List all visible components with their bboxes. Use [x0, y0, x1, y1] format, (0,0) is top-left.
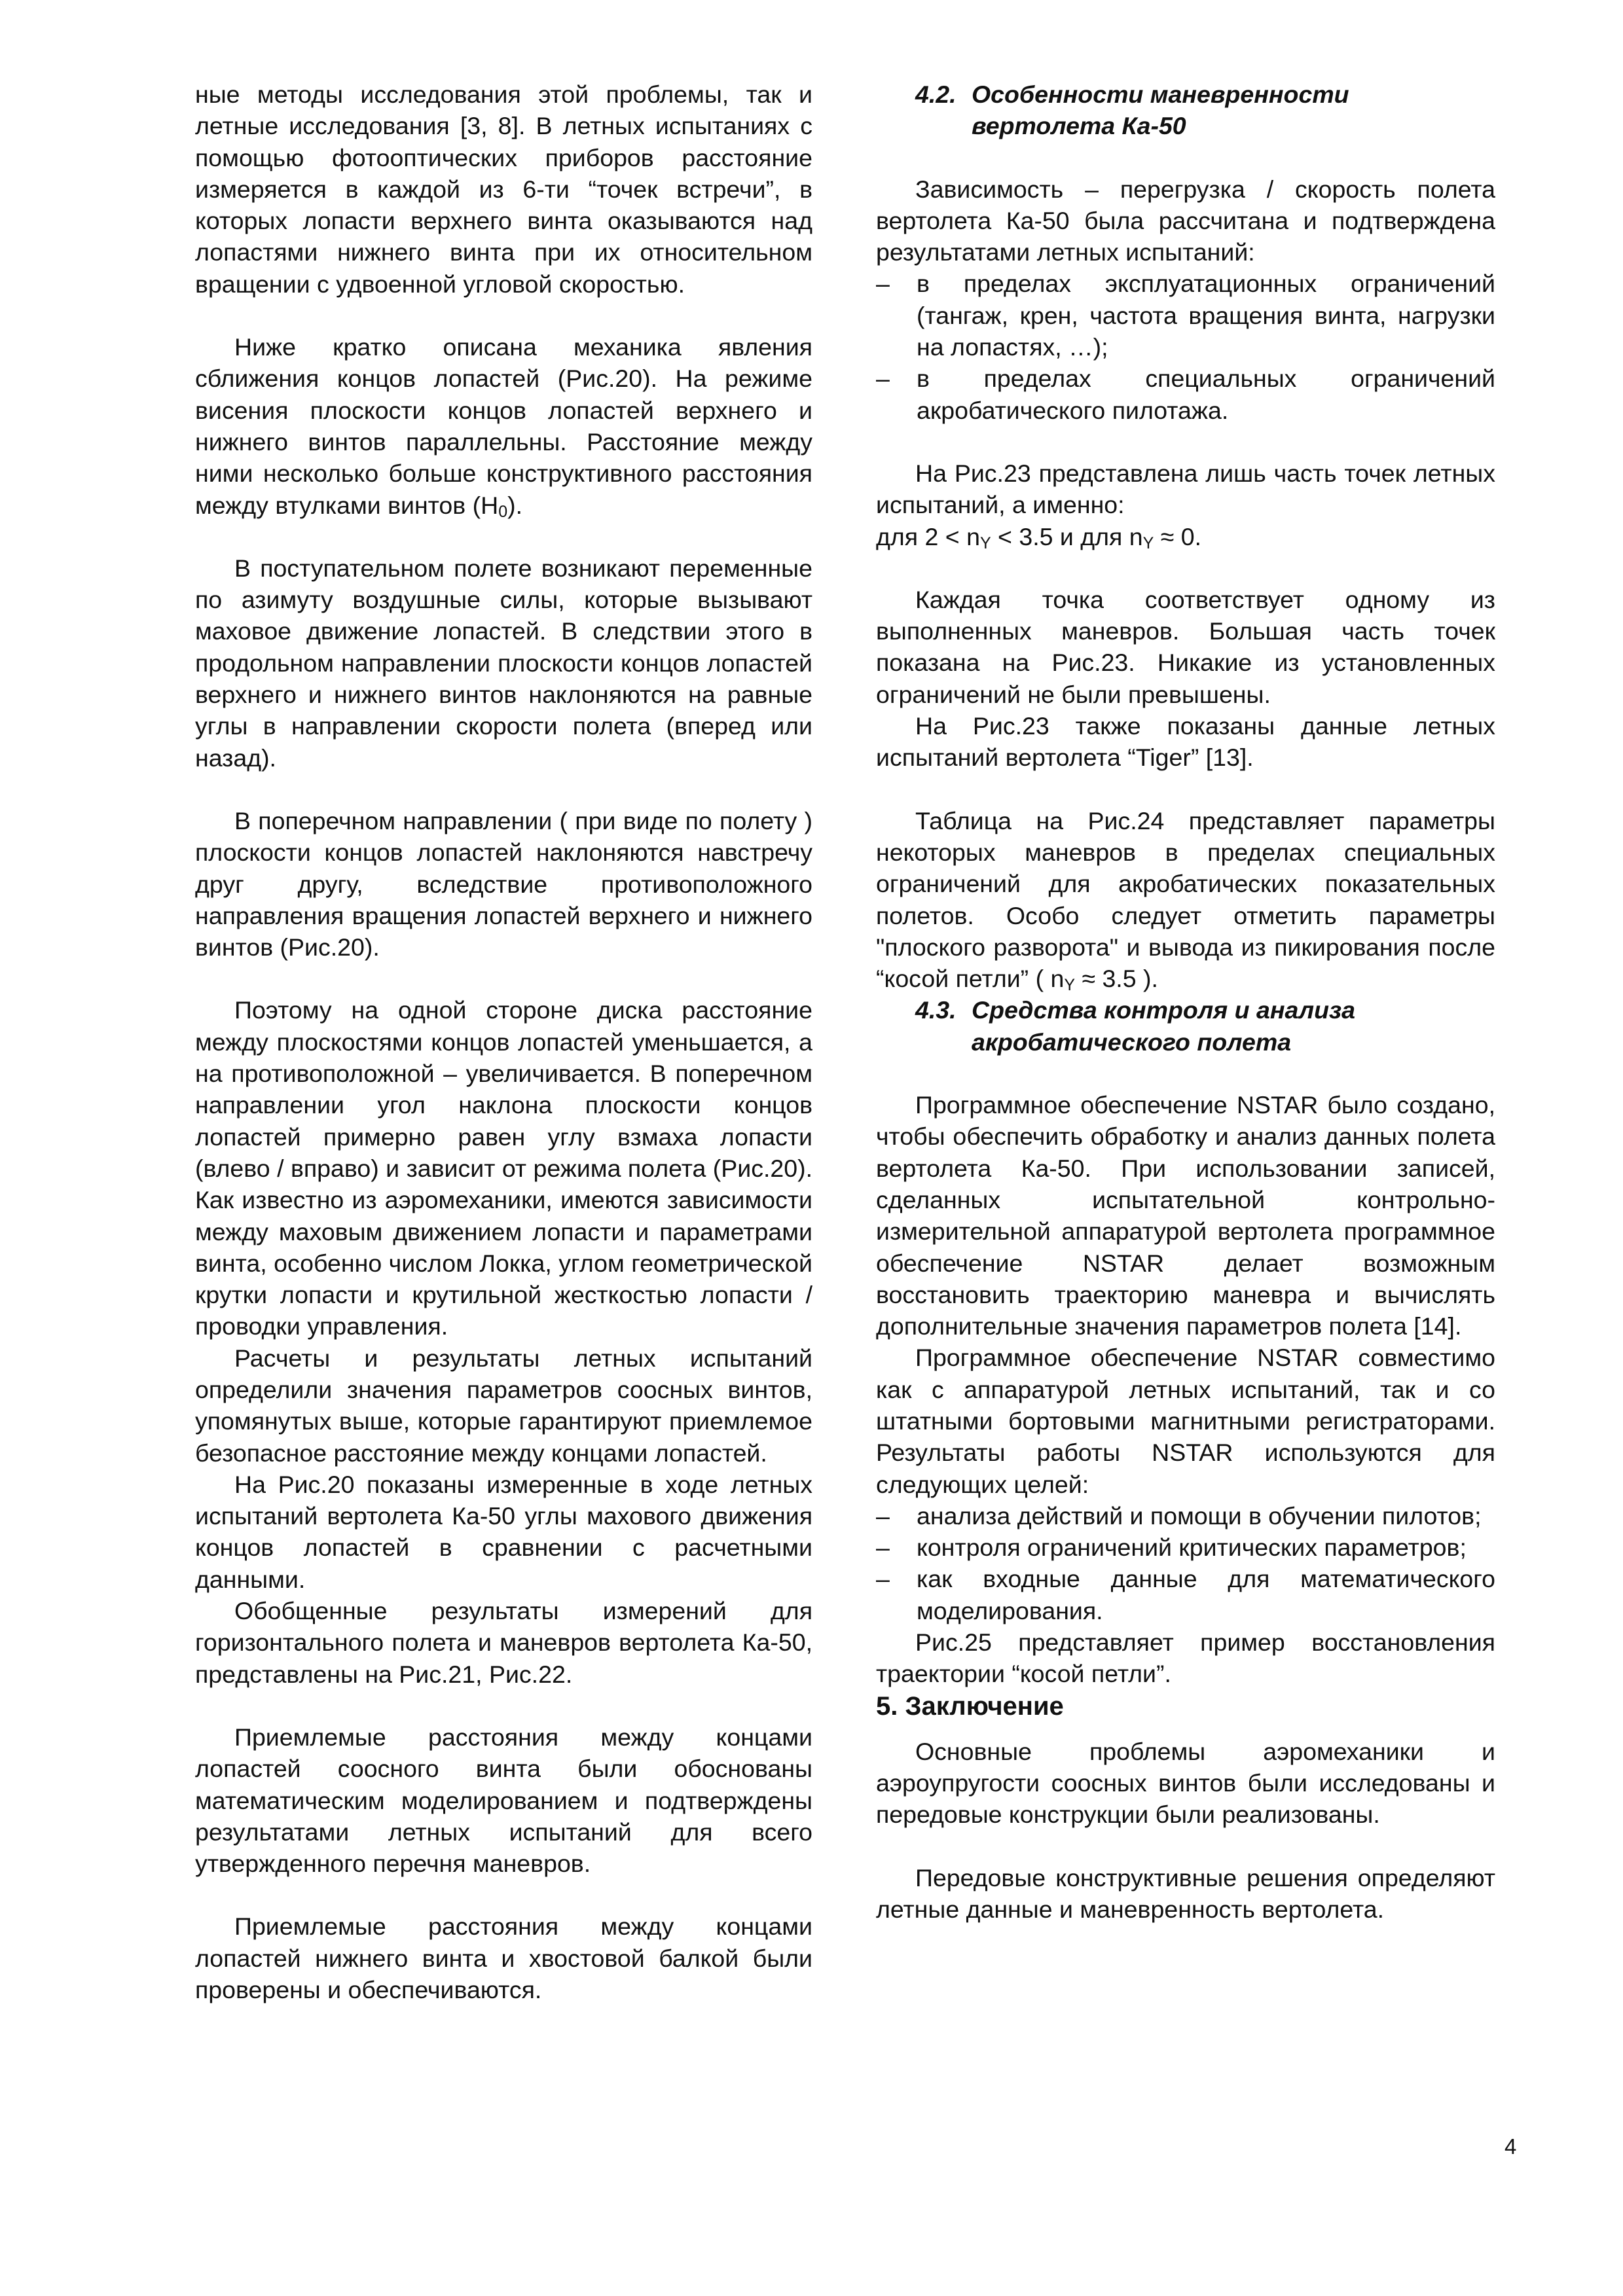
heading-line: вертолета Ка-50	[972, 112, 1186, 140]
paragraph	[195, 331, 812, 521]
heading-number: 4.2.	[915, 81, 957, 108]
heading-line: акробатического полета	[972, 1028, 1292, 1056]
subscript: 0	[498, 502, 508, 521]
formula-line	[876, 521, 1495, 552]
section-heading-4-2	[876, 79, 1495, 142]
list-item: – анализа действий и помощи в обучении пилотов;	[876, 1500, 1495, 1532]
right-column	[876, 79, 1495, 1925]
dash-list	[876, 268, 1495, 425]
paragraph: Программное обеспечение NSTAR совместимо как с аппаратурой летных испытаний, так и со штатными бортовыми магнитными регистраторами. Результаты работы NSTAR используются для следующих целей:	[876, 1344, 1495, 1498]
paragraph: Основные проблемы аэромеханики и аэроупругости соосных винтов были исследованы и передовые конструкции были реализованы.	[876, 1737, 1495, 1829]
text-run: для 2 < n	[876, 522, 980, 550]
paragraph: Зависимость – перегрузка / скорость полета вертолета Ка-50 была рассчитана и подтверждена результатами летных испытаний:	[876, 175, 1495, 266]
dash-list	[876, 1500, 1495, 1626]
text-run: ).	[507, 491, 523, 519]
page-number: 4	[1504, 2134, 1517, 2159]
left-column	[195, 79, 812, 2005]
paragraph: Расчеты и результаты летных испытаний определили значения параметров соосных винтов, упомянутых выше, которые гарантируют приемлемое безопасное расстояние между концами лопастей.	[195, 1344, 812, 1467]
list-item: – в пределах специальных ограничений акробатического пилотажа.	[876, 363, 1495, 426]
paragraph: На Рис.23 также показаны данные летных испытаний вертолета “Tiger” [13].	[876, 712, 1495, 772]
subscript: Y	[1064, 976, 1076, 995]
heading-line: Особенности маневренности	[972, 81, 1349, 108]
list-item: – в пределах эксплуатационных ограничений (тангаж, крен, частота вращения винта, нагрузки на лопастях, …);	[876, 268, 1495, 363]
paragraph: Обобщенные результаты измерений для горизонтального полета и маневров вертолета Ка-50, представлены на Рис.21, Рис.22.	[195, 1597, 812, 1688]
paragraph: Поэтому на одной стороне диска расстояние между плоскостями концов лопастей уменьшается, а на противоположной – увеличивается. В поперечном направлении угол наклона плоскости концов лопастей примерно равен углу взмаха лопасти (влево / вправо) и зависит от режима полета (Рис.20). Как известно из аэромеханики, имеются зависимости между маховым движением лопасти и параметрами винта, особенно числом Локка, углом геометрической крутки лопасти и крутильной жесткостью лопасти / проводки управления.	[195, 996, 812, 1340]
text-run: ≈ 0.	[1154, 522, 1202, 550]
paragraph: Рис.25 представляет пример восстановления траектории “косой петли”.	[876, 1628, 1495, 1688]
list-item: – контроля ограничений критических параметров;	[876, 1532, 1495, 1563]
text-run: < 3.5 и для n	[991, 522, 1143, 550]
paragraph: На Рис.20 показаны измеренные в ходе летных испытаний вертолета Ка-50 углы махового движения концов лопастей в сравнении с расчетными данными.	[195, 1470, 812, 1593]
paragraph: Каждая точка соответствует одному из выполненных маневров. Большая часть точек показана на Рис.23. Никакие из установленных ограничений не были превышены.	[876, 585, 1495, 708]
section-heading-5: 5. Заключение	[876, 1691, 1064, 1721]
paragraph: В поступательном полете возникают переменные по азимуту воздушные силы, которые вызывают маховое движение лопастей. В следствии этого в продольном направлении плоскости концов лопастей верхнего и нижнего винтов наклоняются на равные углы в направлении скорости полета (вперед или назад).	[195, 554, 812, 772]
section-heading-4-3	[876, 994, 1495, 1058]
subscript: Y	[979, 533, 991, 552]
heading-number: 4.3.	[915, 996, 957, 1024]
list-item: – как входные данные для математического моделирования.	[876, 1563, 1495, 1626]
text-run: ≈ 3.5 ).	[1075, 965, 1158, 993]
paragraph: На Рис.23 представлена лишь часть точек летных испытаний, а именно:	[876, 459, 1495, 519]
paragraph: ные методы исследования этой проблемы, так и летные исследования [3, 8]. В летных испытаниях с помощью фотооптических приборов расстояние измеряется в каждой из 6-ти “точек встречи”, в которых лопасти верхнего винта оказываются над лопастями нижнего винта при их относительном вращении с удвоенной угловой скоростью.	[195, 81, 812, 298]
paragraph: Приемлемые расстояния между концами лопастей соосного винта были обоснованы математическим моделированием и подтверждены результатами летных испытаний для всего утвержденного перечня маневров.	[195, 1723, 812, 1878]
paragraph: Приемлемые расстояния между концами лопастей нижнего винта и хвостовой балкой были проверены и обеспечиваются.	[195, 1912, 812, 2004]
paragraph: Передовые конструктивные решения определяют летные данные и маневренность вертолета.	[876, 1863, 1495, 1923]
paragraph	[876, 805, 1495, 995]
paragraph: Программное обеспечение NSTAR было создано, чтобы обеспечить обработку и анализ данных полета вертолета Ка-50. При использовании записей, сделанных испытательной контрольно-измерительной аппаратурой вертолета программное обеспечение NSTAR делает возможным восстановить траекторию маневра и вычислять дополнительные значения параметров полета [14].	[876, 1091, 1495, 1340]
paragraph: В поперечном направлении ( при виде по полету ) плоскости концов лопастей наклоняются навстречу друг другу, вследствие противоположного направления вращения лопастей верхнего и нижнего винтов (Рис.20).	[195, 806, 812, 961]
text-run: Ниже кратко описана механика явления сближения концов лопастей (Рис.20). На режиме висения плоскости концов лопастей верхнего и нижнего винтов параллельны. Расстояние между ними несколько больше конструктивного расстояния между втулками винтов (H	[195, 333, 812, 519]
text-run: Таблица на Рис.24 представляет параметры некоторых маневров в пределах специальных ограничений для акробатических показательных полетов. Особо следует отметить параметры "плоского разворота" и вывода из пикирования после “косой петли” ( n	[876, 806, 1495, 993]
heading-line: Средства контроля и анализа	[972, 996, 1356, 1024]
subscript: Y	[1142, 533, 1154, 552]
